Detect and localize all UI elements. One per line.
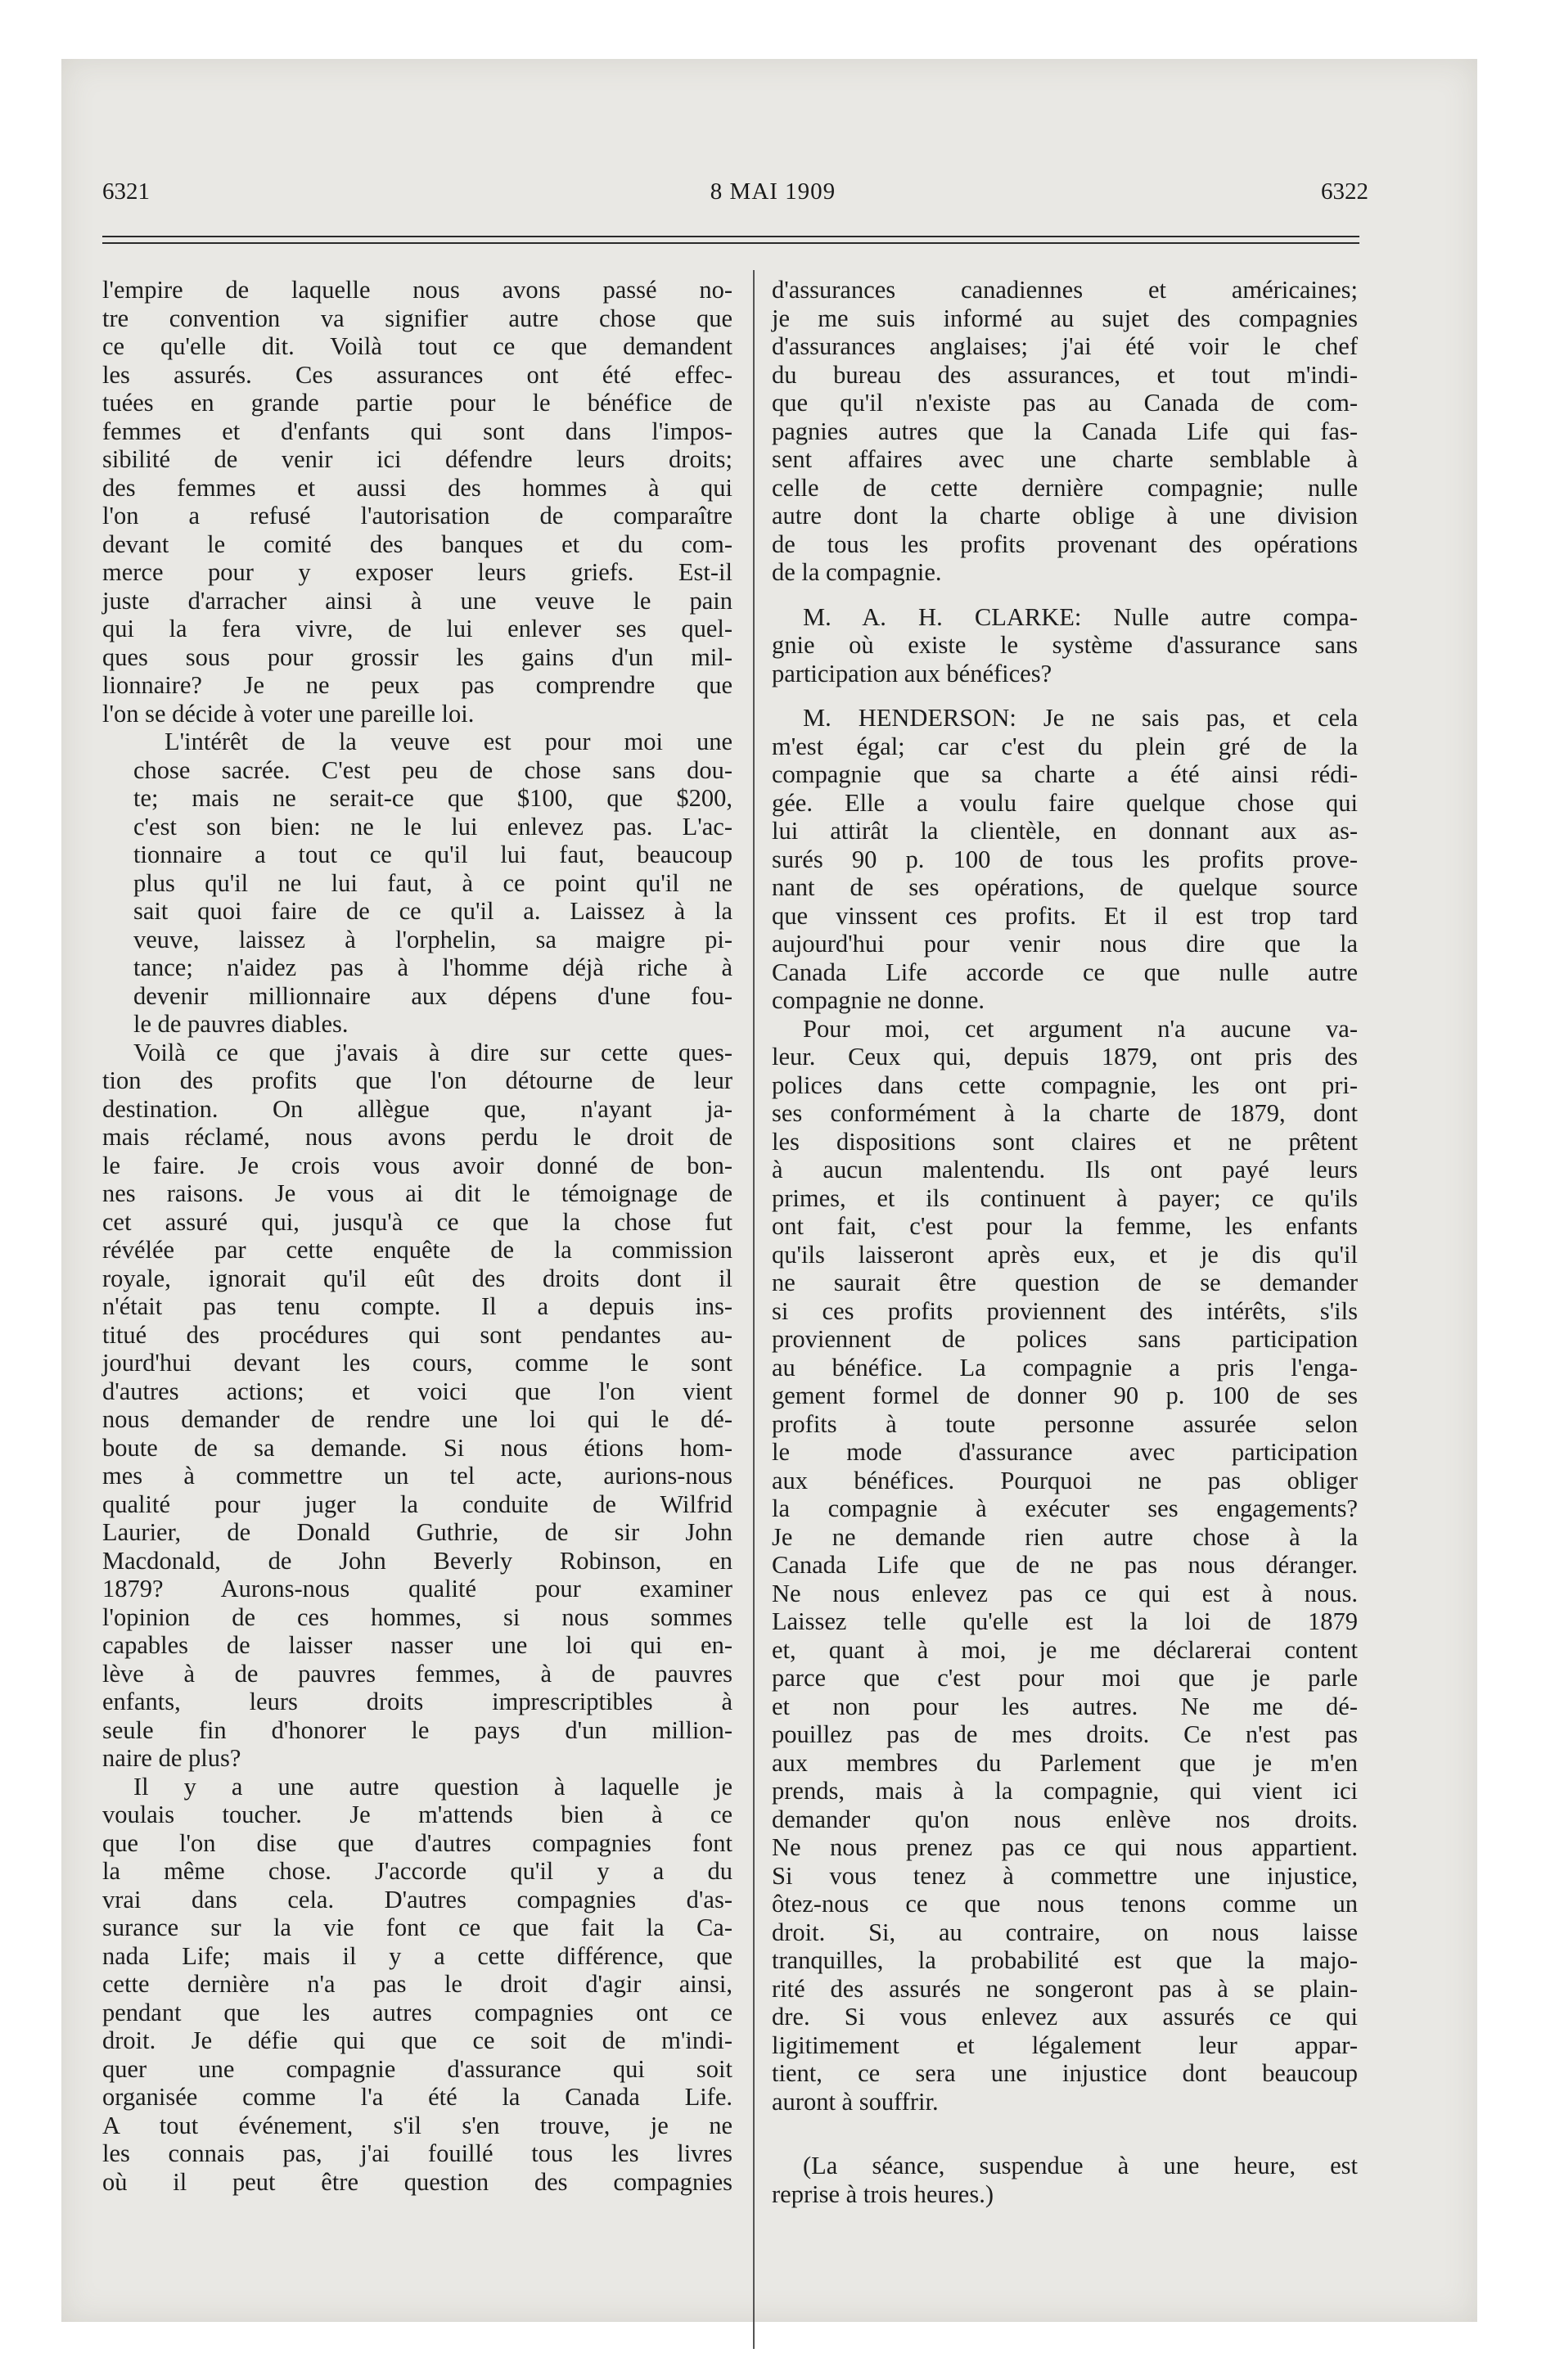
text-line: la compagnie à exécuter ses engagements? bbox=[772, 1494, 1358, 1522]
text-line: M. HENDERSON: Je ne sais pas, et cela bbox=[803, 704, 1358, 732]
text-line: la même chose. J'accorde qu'il y a du bbox=[102, 1857, 732, 1885]
text-line: gement formel de donner 90 p. 100 de ses bbox=[772, 1382, 1358, 1409]
text-line: Il y a une autre question à laquelle je bbox=[133, 1772, 732, 1801]
text-line: gée. Elle a voulu faire quelque chose qui bbox=[772, 788, 1358, 817]
text-line: chose sacrée. C'est peu de chose sans dou- bbox=[133, 755, 732, 784]
text-line: polices dans cette compagnie, les ont pri- bbox=[772, 1071, 1358, 1099]
paragraph bbox=[102, 1039, 732, 1773]
text-line: sait quoi faire de ce qu'il a. Laissez à la bbox=[133, 897, 732, 925]
text-line: dre. Si vous enlevez aux assurés ce qui bbox=[772, 2003, 1358, 2031]
header-rule-top bbox=[102, 236, 1359, 237]
text-line: au bénéfice. La compagnie a pris l'enga- bbox=[772, 1353, 1358, 1382]
text-line: et, quant à moi, je me déclarerai content bbox=[772, 1635, 1358, 1664]
text-line: vrai dans cela. D'autres compagnies d'as- bbox=[102, 1885, 732, 1913]
text-line: voulais toucher. Je m'attends bien à ce bbox=[102, 1801, 732, 1828]
text-line: Je ne demande rien autre chose à la bbox=[772, 1522, 1358, 1551]
text-line: mais réclamé, nous avons perdu le droit de bbox=[102, 1123, 732, 1151]
text-line: et non pour les autres. Ne me dé- bbox=[772, 1692, 1358, 1720]
text-line: titué des procédures qui sont pendantes au- bbox=[102, 1320, 732, 1349]
text-line: le mode d'assurance avec participation bbox=[772, 1438, 1358, 1466]
text-line: Laissez telle qu'elle est la loi de 1879 bbox=[772, 1607, 1358, 1635]
text-line: Laurier, de Donald Guthrie, de sir John bbox=[102, 1518, 732, 1546]
text-line: m'est égal; car c'est du plein gré de la bbox=[772, 732, 1358, 760]
paragraph bbox=[772, 603, 1358, 688]
text-line: pendant que les autres compagnies ont ce bbox=[102, 1998, 732, 2026]
text-line: tionnaire a tout ce qu'il lui faut, beaucoup bbox=[133, 841, 732, 868]
text-line: d'assurances anglaises; j'ai été voir le chef bbox=[772, 332, 1358, 360]
text-line: cette dernière n'a pas le droit d'agir ainsi, bbox=[102, 1970, 732, 1998]
text-line: qualité pour juger la conduite de Wilfrid bbox=[102, 1490, 732, 1518]
text-line: (La séance, suspendue à une heure, est bbox=[803, 2152, 1358, 2179]
page-number-left: 6321 bbox=[102, 178, 150, 205]
text-line: à aucun malentendu. Ils ont payé leurs bbox=[772, 1156, 1358, 1183]
text-line: de la compagnie. bbox=[772, 558, 942, 586]
text-line: qu'ils laisseront après eux, et je dis qu'il bbox=[772, 1240, 1358, 1269]
text-line: tre convention va signifier autre chose que bbox=[102, 304, 732, 332]
text-line: participation aux bénéfices? bbox=[772, 659, 1052, 687]
text-line: cet assuré qui, jusqu'à ce que la chose fut bbox=[102, 1207, 732, 1236]
text-line: tuées en grande partie pour le bénéfice de bbox=[102, 389, 732, 417]
text-line: demander qu'on nous enlève nos droits. bbox=[772, 1805, 1358, 1833]
text-line: les dispositions sont claires et ne prêtent bbox=[772, 1127, 1358, 1156]
text-line: droit. Je défie qui que ce soit de m'indi- bbox=[102, 2026, 732, 2054]
text-line: ques sous pour grossir les gains d'un mil- bbox=[102, 642, 732, 671]
text-line: leur. Ceux qui, depuis 1879, ont pris des bbox=[772, 1043, 1358, 1071]
text-line: révélée par cette enquête de la commission bbox=[102, 1236, 732, 1264]
text-line: nant de ses opérations, de quelque source bbox=[772, 873, 1358, 901]
text-line: te; mais ne serait-ce que $100, que $200, bbox=[133, 784, 732, 812]
header-rule-bottom bbox=[102, 242, 1359, 244]
text-line: que l'on dise que d'autres compagnies font bbox=[102, 1828, 732, 1857]
text-line: les connais pas, j'ai fouillé tous les livres bbox=[102, 2139, 732, 2167]
text-line: les assurés. Ces assurances ont été effec- bbox=[102, 360, 732, 389]
text-line: Ne nous prenez pas ce qui nous appartient. bbox=[772, 1833, 1358, 1861]
text-line: jourd'hui devant les cours, comme le sont bbox=[102, 1349, 732, 1377]
text-line: mes à commettre un tel acte, aurions-nous bbox=[102, 1462, 732, 1490]
text-line: enfants, leurs droits imprescriptibles à bbox=[102, 1688, 732, 1715]
text-line: c'est son bien: ne le lui enlevez pas. L'ac- bbox=[133, 812, 732, 841]
text-line: destination. On allègue que, n'ayant ja- bbox=[102, 1094, 732, 1123]
text-line: nada Life; mais il y a cette différence, que bbox=[102, 1941, 732, 1970]
text-line: compagnie que sa charte a été ainsi rédi- bbox=[772, 760, 1358, 788]
text-line: auront à souffrir. bbox=[772, 2087, 939, 2116]
text-line: je me suis informé au sujet des compagnies bbox=[772, 304, 1358, 332]
text-line: tance; n'aidez pas à l'homme déjà riche à bbox=[133, 953, 732, 981]
text-line: primes, et ils continuent à payer; ce qu'ils bbox=[772, 1183, 1358, 1212]
left-column bbox=[102, 276, 732, 2196]
text-line: pagnies autres que la Canada Life qui fas- bbox=[772, 417, 1358, 445]
text-line: l'on a refusé l'autorisation de comparaître bbox=[102, 502, 732, 530]
text-line: surés 90 p. 100 de tous les profits prove- bbox=[772, 845, 1358, 873]
text-line: nes raisons. Je vous ai dit le témoignage de bbox=[102, 1179, 732, 1207]
text-line: que qu'il n'existe pas au Canada de com- bbox=[772, 389, 1358, 417]
text-line: lui attirât la clientèle, en donnant aux as- bbox=[772, 817, 1358, 845]
text-line: aujourd'hui pour venir nous dire que la bbox=[772, 930, 1358, 958]
text-line: l'on se décide à voter une pareille loi. bbox=[102, 699, 475, 728]
text-line: devenir millionnaire aux dépens d'une fou- bbox=[133, 981, 732, 1010]
text-line: compagnie ne donne. bbox=[772, 986, 985, 1014]
text-line: que vinssent ces profits. Et il est trop tard bbox=[772, 901, 1358, 930]
text-line: tranquilles, la probabilité est que la majo- bbox=[772, 1946, 1358, 1974]
paragraph bbox=[772, 704, 1358, 1015]
text-line: tion des profits que l'on détourne de leur bbox=[102, 1066, 732, 1094]
text-line: organisée comme l'a été la Canada Life. bbox=[102, 2083, 732, 2111]
text-line: aux bénéfices. Pourquoi ne pas obliger bbox=[772, 1466, 1358, 1494]
text-line: parce que c'est pour moi que je parle bbox=[772, 1664, 1358, 1692]
text-line: de tous les profits provenant des opérations bbox=[772, 530, 1358, 558]
text-line: plus qu'il ne lui faut, à ce point qu'il ne bbox=[133, 868, 732, 897]
text-line: nous demander de rendre une loi qui le dé- bbox=[102, 1405, 732, 1433]
text-line: ses conformément à la charte de 1879, dont bbox=[772, 1099, 1358, 1127]
text-line: ont fait, c'est pour la femme, les enfants bbox=[772, 1212, 1358, 1240]
paragraph bbox=[102, 1773, 732, 2197]
text-line: l'opinion de ces hommes, si nous sommes bbox=[102, 1602, 732, 1631]
right-column bbox=[772, 276, 1358, 2208]
text-line: L'intérêt de la veuve est pour moi une bbox=[165, 728, 732, 755]
text-line: des femmes et aussi des hommes à qui bbox=[102, 473, 732, 502]
text-line: devant le comité des banques et du com- bbox=[102, 530, 732, 558]
text-line: aux membres du Parlement que je m'en bbox=[772, 1748, 1358, 1777]
text-line: 1879? Aurons-nous qualité pour examiner bbox=[102, 1575, 732, 1602]
text-line: ôtez-nous ce que nous tenons comme un bbox=[772, 1890, 1358, 1918]
text-line: l'empire de laquelle nous avons passé no- bbox=[102, 276, 732, 304]
text-line: profits à toute personne assurée selon bbox=[772, 1409, 1358, 1438]
text-line: Canada Life que de ne pas nous déranger. bbox=[772, 1551, 1358, 1579]
text-line: qui la fera vivre, de lui enlever ses quel- bbox=[102, 615, 732, 642]
text-line: où il peut être question des compagnies bbox=[102, 2167, 732, 2196]
paragraph bbox=[102, 728, 732, 1039]
paragraph bbox=[772, 2152, 1358, 2208]
text-line: autre dont la charte oblige à une division bbox=[772, 502, 1358, 530]
text-line: ne saurait être question de se demander bbox=[772, 1269, 1358, 1296]
text-line: quer une compagnie d'assurance qui soit bbox=[102, 2054, 732, 2083]
text-line: Macdonald, de John Beverly Robinson, en bbox=[102, 1546, 732, 1575]
text-line: reprise à trois heures.) bbox=[772, 2179, 994, 2208]
text-line: pouillez pas de mes droits. Ce n'est pas bbox=[772, 1720, 1358, 1748]
text-line: Canada Life accorde ce que nulle autre bbox=[772, 958, 1358, 986]
text-line: boute de sa demande. Si nous étions hom- bbox=[102, 1433, 732, 1462]
text-line: juste d'arracher ainsi à une veuve le pain bbox=[102, 586, 732, 615]
text-line: surance sur la vie font ce que fait la Ca- bbox=[102, 1913, 732, 1941]
text-line: d'autres actions; et voici que l'on vient bbox=[102, 1377, 732, 1405]
text-line: gnie où existe le système d'assurance sans bbox=[772, 631, 1358, 659]
text-line: tient, ce sera une injustice dont beaucoup bbox=[772, 2059, 1358, 2087]
text-line: M. A. H. CLARKE: Nulle autre compa- bbox=[803, 602, 1358, 631]
paragraph bbox=[772, 276, 1358, 587]
text-line: Voilà ce que j'avais à dire sur cette ques- bbox=[133, 1038, 732, 1066]
text-line: naire de plus? bbox=[102, 1744, 241, 1772]
text-line: capables de laisser nasser une loi qui en- bbox=[102, 1631, 732, 1659]
text-line: femmes et d'enfants qui sont dans l'impos- bbox=[102, 417, 732, 445]
text-line: lionnaire? Je ne peux pas comprendre que bbox=[102, 671, 732, 699]
paragraph bbox=[102, 276, 732, 728]
text-line: sent affaires avec une charte semblable à bbox=[772, 445, 1358, 473]
text-line: Ne nous enlevez pas ce qui est à nous. bbox=[772, 1579, 1358, 1607]
text-line: A tout événement, s'il s'en trouve, je ne bbox=[102, 2111, 732, 2139]
text-line: proviennent de polices sans participation bbox=[772, 1325, 1358, 1353]
text-line: ce qu'elle dit. Voilà tout ce que demandent bbox=[102, 332, 732, 360]
text-line: Si vous tenez à commettre une injustice, bbox=[772, 1861, 1358, 1890]
page-number-right: 6322 bbox=[1321, 178, 1368, 205]
text-line: ligitimement et légalement leur appar- bbox=[772, 2031, 1358, 2059]
text-line: veuve, laissez à l'orphelin, sa maigre pi- bbox=[133, 925, 732, 953]
text-line: le de pauvres diables. bbox=[133, 1010, 349, 1038]
page-date: 8 MAI 1909 bbox=[710, 178, 836, 205]
column-divider bbox=[753, 270, 755, 2349]
text-line: du bureau des assurances, et tout m'indi- bbox=[772, 360, 1358, 389]
text-line: royale, ignorait qu'il eût des droits dont il bbox=[102, 1264, 732, 1292]
text-line: lève à de pauvres femmes, à de pauvres bbox=[102, 1659, 732, 1688]
text-line: droit. Si, au contraire, on nous laisse bbox=[772, 1918, 1358, 1946]
text-line: d'assurances canadiennes et américaines; bbox=[772, 276, 1358, 304]
text-line: seule fin d'honorer le pays d'un million- bbox=[102, 1715, 732, 1744]
text-line: prends, mais à la compagnie, qui vient ici bbox=[772, 1777, 1358, 1805]
text-line: le faire. Je crois vous avoir donné de bon- bbox=[102, 1151, 732, 1179]
text-line: Pour moi, cet argument n'a aucune va- bbox=[803, 1014, 1358, 1043]
paragraph bbox=[772, 1015, 1358, 2116]
text-line: rité des assurés ne songeront pas à se plain- bbox=[772, 1974, 1358, 2003]
text-line: n'était pas tenu compte. Il a depuis ins- bbox=[102, 1292, 732, 1320]
text-line: si ces profits proviennent des intérêts, s'ils bbox=[772, 1296, 1358, 1325]
text-line: celle de cette dernière compagnie; nulle bbox=[772, 473, 1358, 502]
text-line: merce pour y exposer leurs griefs. Est-il bbox=[102, 558, 732, 586]
text-line: sibilité de venir ici défendre leurs droits; bbox=[102, 445, 732, 473]
